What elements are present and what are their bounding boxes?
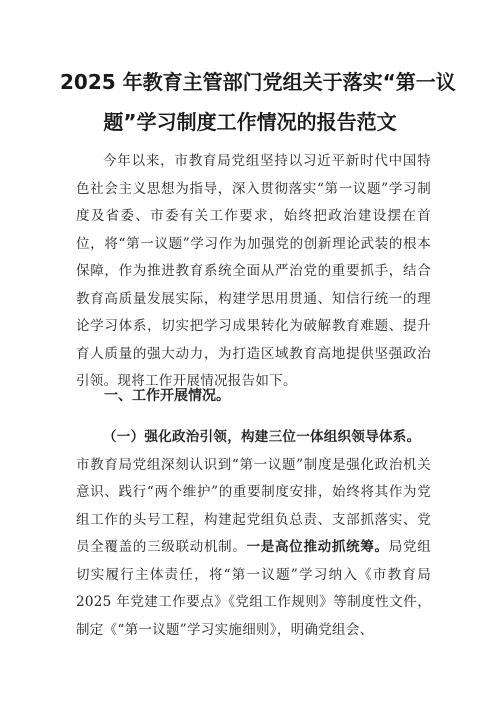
subsection-heading: （一）强化政治引领，构建三位一体组织领导体系。 bbox=[103, 429, 421, 445]
section-paragraph bbox=[76, 424, 431, 644]
paragraph-bold-phrase: 一是高位推动抓统筹。 bbox=[246, 539, 389, 555]
section-heading: 一、工作开展情况。 bbox=[104, 388, 230, 404]
intro-paragraph: 今年以来，市教育局党组坚持以习近平新时代中国特色社会主义思想为指导，深入贯彻落实“第一议题”学习制度及省委、市委有关工作要求，始终把政治建设摆在首位，将“第一议题”学习作为加强党的创新理论武装的根本保障，作为推进教育系统全面从严治党的重要抓手，结合教育高质量发展实际，构建学思用贯通、知信行统一的理论学习体系，切实把学习成果转化为破解教育难题、提升育人质量的强大动力，为打造区域教育高地提供坚强政治引领。现将工作开展情况报告如下。 bbox=[76, 153, 431, 389]
paragraph-text-part-2: 局党组切实履行主体责任，将“第一议题”学习纳入《市教育局 2025 年党建工作要点》《党组工作规则》等制度性文件，制定《“第一议题”学习实施细则》，明确党组会、 bbox=[76, 539, 431, 638]
paragraph-text-part-1: 市教育局党组深刻认识到“第一议题”制度是强化政治机关意识、践行“两个维护”的重要制度安排，始终将其作为党组工作的头号工程，构建起党组负总责、支部抓落实、党员全覆盖的三级联动机制。 bbox=[76, 456, 431, 555]
document-title-line-2: 题”学习制度工作情况的报告范文 bbox=[103, 110, 397, 134]
document-title-line-1: 2025 年教育主管部门党组关于落实“第一议 bbox=[60, 70, 456, 94]
